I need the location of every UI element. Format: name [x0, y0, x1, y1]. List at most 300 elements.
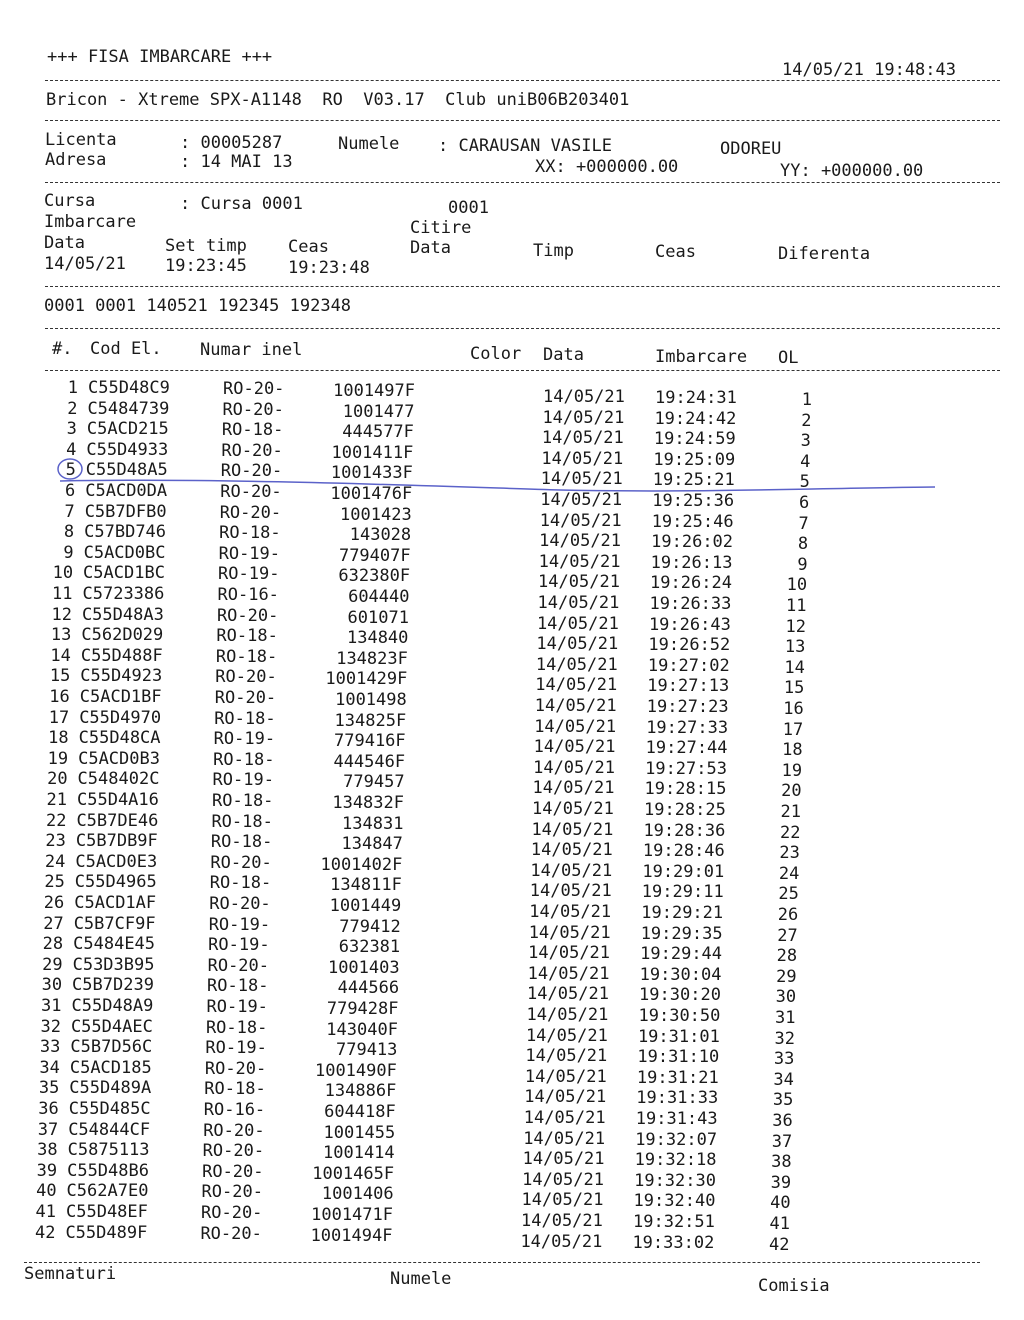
- citire-label: Citire: [410, 218, 472, 238]
- row-number: 16: [49, 687, 70, 707]
- row-time: 19:29:44: [640, 944, 723, 965]
- col-citire-data: Data: [410, 238, 451, 258]
- row-cod: C54844CF: [68, 1119, 151, 1140]
- row-time: 19:29:11: [641, 882, 724, 903]
- row-prefix: RO-20-: [215, 667, 277, 688]
- row-cod: C55D485C: [68, 1099, 151, 1119]
- th-data: Data: [543, 345, 584, 365]
- row-ol: 35: [772, 1090, 794, 1111]
- yy-coordinate: YY: +000000.00: [780, 161, 924, 181]
- row-prefix: RO-18-: [215, 646, 278, 667]
- row-ol: 26: [777, 905, 799, 925]
- row-time: 19:26:13: [650, 552, 733, 573]
- row-ol: 17: [782, 719, 804, 740]
- row-time: 19:27:02: [647, 655, 730, 676]
- row-prefix: RO-20-: [216, 605, 279, 626]
- row-cod: C562A7E0: [66, 1181, 149, 1202]
- row-date: 14/05/21: [535, 654, 618, 675]
- row-time: 19:24:59: [653, 429, 736, 450]
- row-inel: 1001498: [335, 690, 407, 710]
- row-ol: 25: [778, 884, 799, 905]
- row-date: 14/05/21: [527, 984, 609, 1005]
- row-ol: 27: [777, 925, 798, 946]
- row-prefix: RO-18-: [204, 1079, 266, 1100]
- row-number: 13: [50, 625, 72, 646]
- row-cod: C5ACD0B3: [78, 748, 160, 769]
- row-prefix: RO-20-: [207, 955, 270, 976]
- th-imbarcare: Imbarcare: [655, 347, 748, 367]
- row-inel: 444566: [337, 978, 400, 999]
- row-cod: C55D4965: [74, 872, 157, 893]
- row-cod: C55D489A: [69, 1078, 152, 1099]
- row-number: 37: [37, 1119, 59, 1140]
- name-label: Numele: [338, 134, 400, 154]
- row-number: 10: [52, 563, 74, 584]
- row-prefix: RO-18-: [216, 626, 278, 647]
- row-number: 18: [48, 728, 69, 749]
- row-time: 19:30:20: [639, 985, 721, 1006]
- row-ol: 31: [775, 1008, 796, 1028]
- row-time: 19:26:52: [648, 635, 731, 656]
- row-inel: 134832F: [332, 793, 404, 813]
- th-ol: OL: [778, 348, 799, 368]
- row-inel: 632381: [338, 937, 401, 958]
- row-inel: 143028: [349, 525, 412, 546]
- row-time: 19:29:21: [641, 903, 724, 923]
- divider: [45, 80, 1000, 81]
- row-ol: 42: [768, 1234, 790, 1255]
- row-inel: 779412: [339, 916, 401, 937]
- row-date: 14/05/21: [526, 1005, 609, 1025]
- row-prefix: RO-19-: [218, 543, 281, 564]
- row-prefix: RO-19-: [213, 729, 276, 750]
- row-ol: 7: [798, 513, 809, 534]
- row-date: 14/05/21: [525, 1025, 608, 1046]
- row-time: 19:24:42: [654, 408, 737, 429]
- row-number: 23: [45, 831, 66, 852]
- row-time: 19:28:46: [642, 841, 725, 862]
- row-cod: C5875113: [67, 1140, 150, 1161]
- row-date: 14/05/21: [522, 1169, 604, 1190]
- row-inel: 134847: [341, 834, 403, 855]
- row-prefix: RO-16-: [217, 585, 279, 605]
- row-inel: 604418F: [324, 1102, 396, 1122]
- row-ol: 4: [800, 451, 811, 472]
- row-ol: 23: [779, 843, 800, 864]
- row-number: 30: [41, 975, 63, 996]
- row-date: 14/05/21: [529, 902, 612, 922]
- row-date: 14/05/21: [524, 1066, 607, 1087]
- row-inel: 444577F: [342, 422, 414, 443]
- row-date: 14/05/21: [521, 1211, 603, 1231]
- row-cod: C5723386: [82, 584, 165, 604]
- row-time: 19:31:01: [637, 1026, 720, 1047]
- divider: [45, 182, 1000, 183]
- row-cod: C55D4A16: [77, 790, 159, 810]
- col-citire-ceas: Ceas: [655, 242, 696, 262]
- row-cod: C57BD746: [84, 522, 167, 543]
- row-prefix: RO-20-: [202, 1161, 264, 1182]
- row-cod: C5ACD1BC: [83, 563, 165, 584]
- row-prefix: RO-18-: [214, 708, 276, 729]
- row-time: 19:30:04: [639, 964, 722, 985]
- row-number: 12: [51, 604, 72, 625]
- row-time: 19:27:44: [645, 738, 728, 759]
- row-cod: C55D48CA: [78, 728, 161, 749]
- row-prefix: RO-18-: [207, 976, 269, 997]
- row-time: 19:30:50: [638, 1006, 721, 1026]
- address-label: Adresa: [45, 150, 107, 170]
- row-cod: C55D489F: [65, 1222, 148, 1243]
- footer-name: Numele: [390, 1269, 452, 1289]
- row-number: 31: [41, 996, 62, 1016]
- row-ol: 39: [770, 1172, 792, 1193]
- row-time: 19:27:33: [646, 717, 729, 738]
- row-inel: 1001403: [327, 957, 400, 978]
- col-data: Data: [44, 233, 85, 253]
- row-prefix: RO-20-: [220, 482, 282, 502]
- race-set-time: 19:23:45: [165, 256, 247, 276]
- row-prefix: RO-18-: [210, 832, 273, 853]
- row-date: 14/05/21: [520, 1231, 603, 1252]
- row-number: 39: [36, 1160, 58, 1181]
- row-number: 6: [65, 481, 76, 501]
- row-prefix: RO-20-: [209, 894, 271, 914]
- row-inel: 1001414: [323, 1143, 395, 1164]
- row-prefix: RO-20-: [214, 688, 277, 708]
- row-inel: 632380F: [338, 566, 411, 587]
- imbarcare-label: Imbarcare: [44, 212, 137, 232]
- row-ol: 15: [783, 678, 805, 699]
- row-time: 19:31:33: [636, 1088, 719, 1109]
- row-inel: 1001476F: [330, 484, 413, 504]
- row-date: 14/05/21: [528, 943, 611, 964]
- row-ol: 37: [771, 1131, 793, 1152]
- document-title: +++ FISA IMBARCARE +++: [47, 47, 273, 67]
- row-ol: 3: [800, 431, 811, 452]
- row-ol: 13: [784, 637, 806, 658]
- row-cod: C55D4AEC: [70, 1016, 153, 1037]
- row-cod: C5B7CF9F: [73, 913, 156, 934]
- row-prefix: RO-19-: [206, 997, 268, 1017]
- row-cod: C55D48A5: [85, 460, 168, 481]
- row-inel: 1001406: [321, 1184, 394, 1205]
- row-prefix: RO-20-: [221, 440, 283, 461]
- row-time: 19:31:10: [637, 1047, 720, 1068]
- row-ol: 5: [799, 472, 810, 493]
- row-prefix: RO-20-: [220, 461, 283, 482]
- col-diferenta: Diferenta: [778, 244, 871, 264]
- row-ol: 32: [774, 1028, 795, 1049]
- row-inel: 604440: [348, 587, 410, 607]
- row-cod: C5484E45: [73, 934, 156, 955]
- row-date: 14/05/21: [532, 778, 615, 799]
- row-date: 14/05/21: [533, 757, 615, 778]
- row-date: 14/05/21: [521, 1190, 604, 1211]
- row-date: 14/05/21: [523, 1108, 606, 1128]
- row-time: 19:26:24: [650, 573, 732, 594]
- row-date: 14/05/21: [537, 593, 620, 613]
- name-value: : CARAUSAN VASILE: [438, 136, 612, 156]
- row-number: 5: [65, 460, 76, 481]
- row-inel: 779428F: [326, 999, 399, 1019]
- row-date: 14/05/21: [525, 1046, 608, 1067]
- row-number: 28: [42, 934, 64, 955]
- row-inel: 601071: [347, 607, 409, 628]
- row-ol: 33: [773, 1049, 795, 1070]
- row-time: 19:26:33: [649, 594, 732, 614]
- row-prefix: RO-18-: [209, 873, 272, 894]
- divider: [45, 370, 1000, 371]
- row-number: 1: [67, 378, 78, 398]
- row-inel: 444546F: [333, 751, 406, 772]
- row-time: 19:29:01: [642, 861, 725, 882]
- row-number: 41: [35, 1202, 56, 1222]
- row-prefix: RO-18-: [211, 811, 273, 832]
- row-ol: 34: [773, 1069, 794, 1090]
- row-number: 2: [67, 398, 78, 419]
- print-datetime: 14/05/21 19:48:43: [782, 60, 956, 80]
- row-time: 19:31:21: [636, 1067, 719, 1088]
- th-num: #.: [52, 339, 73, 359]
- row-number: 24: [44, 851, 66, 872]
- row-prefix: RO-20-: [222, 399, 284, 420]
- row-number: 32: [40, 1016, 61, 1037]
- row-number: 4: [66, 439, 77, 460]
- row-date: 14/05/21: [528, 922, 611, 943]
- col-ceas: Ceas: [288, 237, 329, 257]
- row-date: 14/05/21: [536, 613, 619, 634]
- row-time: 19:28:25: [644, 800, 726, 820]
- row-cod: C55D48C9: [88, 378, 170, 398]
- row-number: 26: [43, 893, 65, 913]
- row-inel: 779457: [343, 772, 405, 793]
- row-cod: C55D48EF: [66, 1202, 148, 1222]
- row-ol: 6: [799, 493, 810, 513]
- row-date: 14/05/21: [543, 387, 625, 407]
- row-cod: C55D488F: [80, 645, 163, 666]
- row-cod: C55D48B6: [67, 1160, 149, 1181]
- row-time: 19:25:46: [651, 511, 734, 532]
- th-color: Color: [470, 344, 522, 364]
- row-inel: 779413: [335, 1040, 398, 1061]
- row-date: 14/05/21: [542, 407, 625, 428]
- row-cod: C5ACD0E3: [75, 851, 158, 872]
- row-inel: 143040F: [326, 1019, 398, 1040]
- row-number: 8: [63, 522, 75, 543]
- divider: [24, 1262, 980, 1263]
- row-inel: 134840: [346, 628, 409, 649]
- row-number: 11: [52, 584, 73, 604]
- row-date: 14/05/21: [535, 675, 618, 696]
- divider: [45, 120, 1000, 121]
- row-time: 19:24:31: [655, 388, 737, 408]
- row-number: 19: [47, 748, 69, 769]
- row-number: 25: [44, 872, 65, 893]
- row-cod: C5ACD0DA: [85, 481, 168, 501]
- licence-label: Licenta: [45, 130, 117, 150]
- row-date: 14/05/21: [539, 510, 622, 531]
- row-date: 14/05/21: [530, 840, 613, 861]
- row-prefix: RO-19-: [205, 1038, 267, 1059]
- row-date: 14/05/21: [531, 819, 614, 840]
- row-ol: 2: [801, 410, 812, 431]
- row-number: 42: [34, 1222, 56, 1243]
- race-clock: 19:23:48: [288, 258, 370, 278]
- row-cod: C5484739: [87, 398, 170, 419]
- row-ol: 29: [776, 966, 797, 987]
- row-prefix: RO-18-: [205, 1017, 268, 1038]
- row-prefix: RO-20-: [203, 1120, 265, 1141]
- row-inel: 1001455: [323, 1122, 396, 1143]
- row-prefix: RO-16-: [203, 1100, 266, 1120]
- row-time: 19:29:35: [640, 923, 723, 944]
- row-cod: C5B7D56C: [70, 1037, 153, 1058]
- row-number: 27: [43, 913, 64, 934]
- row-ol: 20: [781, 781, 802, 802]
- row-inel: 1001433F: [330, 463, 413, 484]
- row-date: 14/05/21: [538, 551, 621, 572]
- row-prefix: RO-20-: [200, 1223, 262, 1244]
- row-time: 19:32:18: [634, 1150, 717, 1171]
- row-date: 14/05/21: [541, 448, 624, 469]
- row-cod: C55D48A3: [81, 604, 164, 625]
- row-time: 19:33:02: [632, 1232, 715, 1253]
- row-ol: 11: [786, 596, 807, 616]
- address-value: : 14 MAI 13: [180, 152, 293, 172]
- row-cod: C548402C: [77, 769, 160, 790]
- row-number: 17: [48, 707, 70, 728]
- row-number: 7: [64, 501, 75, 522]
- cursa-label: Cursa: [44, 191, 96, 211]
- row-date: 14/05/21: [523, 1128, 606, 1149]
- row-inel: 134831: [342, 813, 404, 834]
- row-cod: C5ACD185: [69, 1057, 152, 1078]
- row-ol: 24: [778, 863, 800, 884]
- row-inel: 134825F: [334, 710, 407, 731]
- row-ol: 38: [771, 1152, 792, 1173]
- device-info: Bricon - Xtreme SPX-A1148 RO V03.17 Club uniB06B203401: [46, 90, 630, 110]
- row-prefix: RO-20-: [201, 1182, 263, 1203]
- row-ol: 14: [784, 657, 805, 678]
- row-ol: 19: [781, 760, 803, 781]
- row-time: 19:25:09: [653, 449, 736, 470]
- row-cod: C55D4970: [79, 707, 162, 728]
- divider: [45, 328, 1000, 329]
- row-inel: 1001411F: [331, 442, 414, 463]
- row-date: 14/05/21: [533, 737, 616, 758]
- row-date: 14/05/21: [530, 860, 613, 881]
- row-prefix: RO-19-: [208, 935, 270, 956]
- row-ol: 1: [801, 390, 812, 410]
- th-cod: Cod El.: [90, 339, 162, 359]
- row-prefix: RO-19-: [212, 770, 274, 791]
- licence-value: : 00005287: [180, 133, 283, 153]
- row-time: 19:27:13: [647, 676, 730, 697]
- row-cod: C55D4923: [80, 666, 163, 687]
- row-number: 9: [63, 542, 74, 563]
- row-number: 35: [38, 1078, 60, 1099]
- row-cod: C53D3B95: [72, 954, 155, 975]
- row-inel: 779416F: [334, 731, 406, 752]
- row-time: 19:32:51: [633, 1212, 715, 1232]
- row-time: 19:27:53: [645, 758, 727, 779]
- row-ol: 10: [786, 575, 808, 596]
- row-time: 19:26:02: [651, 532, 734, 553]
- cursa-value: : Cursa 0001: [180, 194, 303, 214]
- th-inel: Numar inel: [200, 340, 303, 360]
- footer-signatures: Semnaturi: [24, 1264, 117, 1284]
- row-cod: C5ACD215: [86, 419, 169, 440]
- row-inel: 1001449: [329, 896, 402, 916]
- row-number: 22: [45, 810, 67, 831]
- row-prefix: RO-20-: [210, 852, 272, 873]
- row-cod: C5B7DFB0: [84, 501, 167, 522]
- row-inel: 1001465F: [312, 1163, 395, 1184]
- row-ol: 12: [785, 616, 806, 637]
- row-ol: 9: [797, 554, 808, 575]
- row-prefix: RO-18-: [221, 420, 284, 441]
- row-prefix: RO-18-: [219, 523, 281, 544]
- locality: ODOREU: [720, 139, 782, 159]
- row-date: 14/05/21: [536, 634, 619, 655]
- row-ol: 41: [769, 1214, 790, 1234]
- row-cod: C5ACD1AF: [74, 893, 157, 913]
- row-number: 40: [36, 1181, 57, 1202]
- row-prefix: RO-20-: [219, 502, 282, 523]
- row-inel: 1001429F: [325, 669, 408, 690]
- col-set-timp: Set timp: [165, 236, 247, 256]
- row-ol: 28: [776, 946, 798, 967]
- row-time: 19:32:40: [633, 1191, 716, 1212]
- row-date: 14/05/21: [539, 531, 622, 552]
- row-number: 15: [49, 666, 71, 687]
- row-inel: 134811F: [330, 875, 402, 896]
- col-timp: Timp: [533, 241, 574, 261]
- row-prefix: RO-19-: [218, 564, 280, 585]
- row-date: 14/05/21: [540, 469, 623, 490]
- row-ol: 36: [772, 1111, 793, 1131]
- row-time: 19:25:21: [652, 470, 735, 491]
- row-date: 14/05/21: [527, 963, 610, 984]
- row-prefix: RO-18-: [213, 749, 275, 770]
- row-number: 36: [38, 1099, 59, 1119]
- row-inel: 1001402F: [320, 854, 403, 875]
- row-cod: C55D4933: [86, 439, 169, 460]
- row-cod: C55D48A9: [71, 996, 154, 1016]
- row-date: 14/05/21: [524, 1087, 607, 1108]
- row-prefix: RO-20-: [204, 1058, 267, 1079]
- row-cod: C5B7DE46: [76, 810, 159, 831]
- row-inel: 134886F: [324, 1081, 397, 1102]
- row-prefix: RO-20-: [223, 379, 285, 399]
- row-ol: 16: [783, 699, 804, 719]
- row-date: 14/05/21: [529, 881, 612, 902]
- row-ol: 18: [782, 740, 803, 761]
- row-date: 14/05/21: [538, 572, 620, 593]
- row-inel: 1001471F: [311, 1205, 393, 1225]
- row-time: 19:27:23: [646, 697, 729, 717]
- row-cod: C5B7D239: [72, 975, 154, 996]
- race-date: 14/05/21: [44, 254, 126, 274]
- row-inel: 1001477: [342, 401, 415, 422]
- row-time: 19:28:15: [644, 779, 727, 800]
- row-prefix: RO-19-: [208, 914, 271, 935]
- divider: [45, 286, 1000, 287]
- row-number: 20: [47, 769, 68, 790]
- row-inel: 134823F: [336, 648, 408, 669]
- row-ol: 8: [797, 534, 809, 555]
